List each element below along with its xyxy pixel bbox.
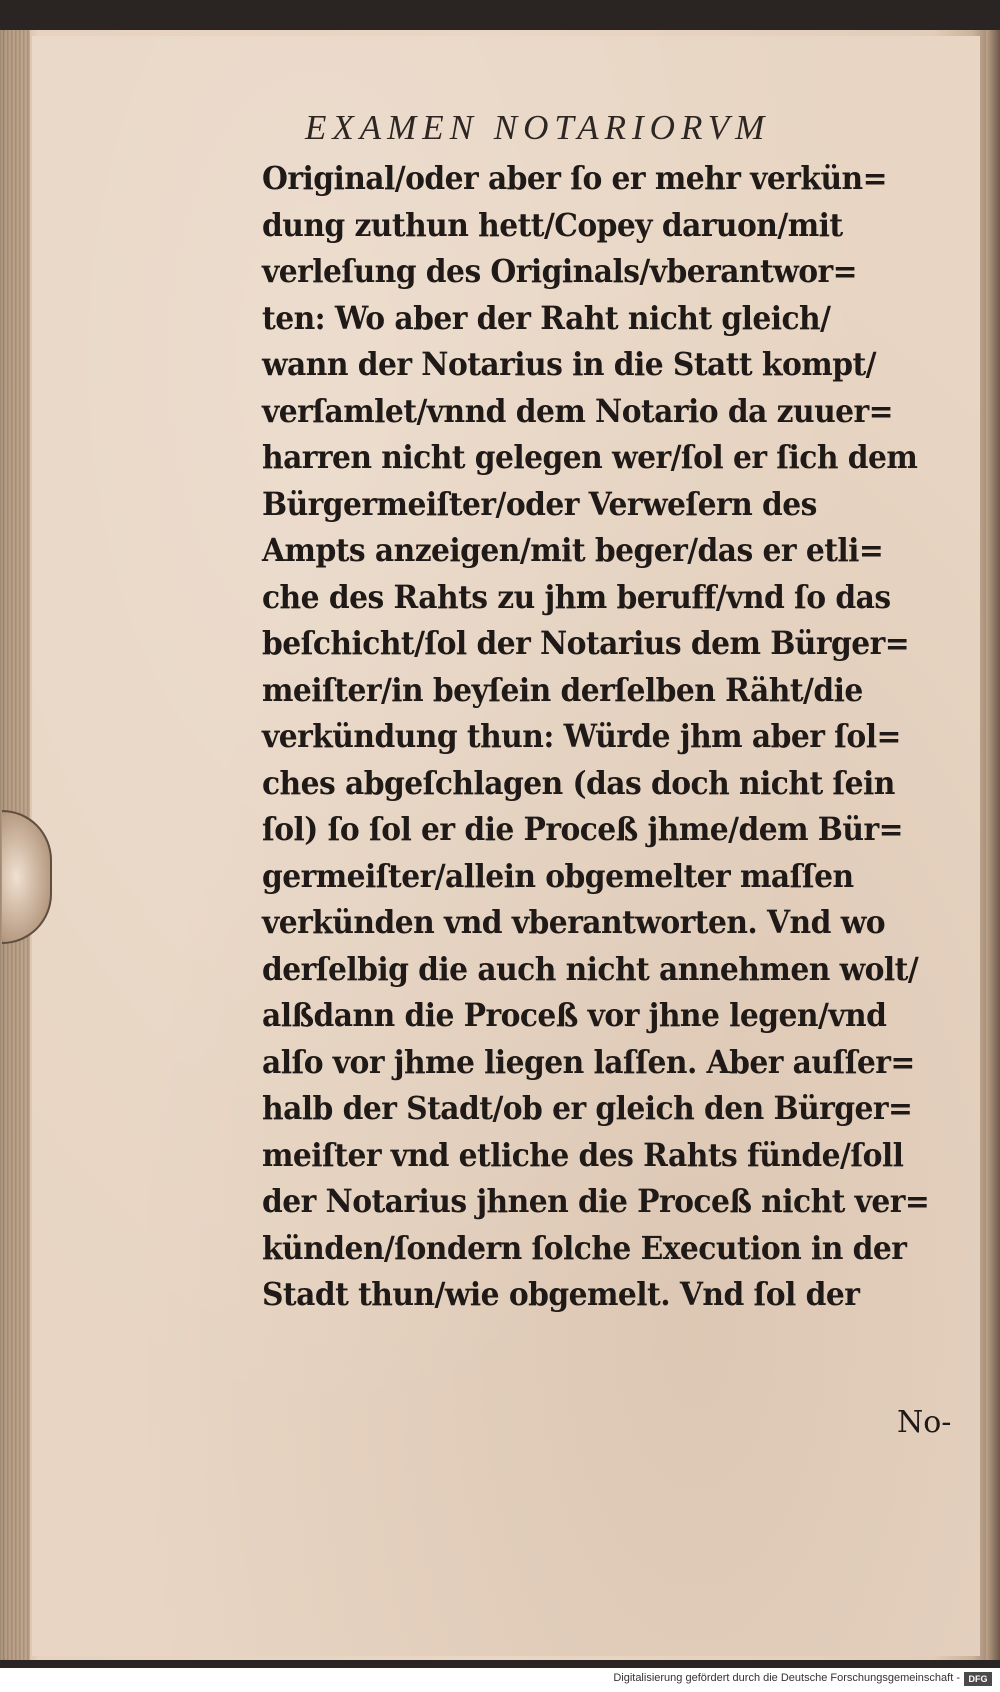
text-line: beſchicht/ſol der Notarius dem Bürger= bbox=[262, 624, 910, 662]
text-line: Bürgermeiſter/oder Verweſern des bbox=[262, 484, 817, 523]
text-line: künden/ſondern ſolche Execution in der bbox=[262, 1228, 907, 1267]
text-line: wann der Notarius in die Statt kompt/ bbox=[262, 345, 876, 383]
text-line: verkünden vnd vberantworten. Vnd wo bbox=[262, 903, 886, 941]
running-head: EXAMEN NOTARIORVM bbox=[305, 108, 771, 147]
text-line: der Notarius jhnen die Proceß nicht ver= bbox=[262, 1182, 930, 1220]
text-line: ches abgeſchlagen (das doch nicht ſein bbox=[262, 763, 895, 802]
text-line: Stadt thun/wie obgemelt. Vnd ſol der bbox=[262, 1275, 860, 1313]
text-line: verſamlet/vnnd dem Notario da zuuer= bbox=[262, 391, 894, 430]
text-line: dung zuthun hett/Copey daruon/mit bbox=[262, 205, 843, 244]
text-line: derſelbig die auch nicht annehmen wolt/ bbox=[262, 949, 919, 988]
text-line: harren nicht gelegen wer/ſol er ſich dem bbox=[262, 438, 918, 476]
text-line: meiſter/in beyſein derſelben Räht/die bbox=[262, 670, 863, 709]
text-line: germeiſter/allein obgemelter maſſen bbox=[262, 856, 854, 895]
text-line: verkündung thun: Würde jhm aber ſol= bbox=[262, 717, 901, 755]
dfg-logo-icon: DFG bbox=[964, 1672, 992, 1686]
text-line: Ampts anzeigen/mit beger/das er etli= bbox=[262, 531, 884, 569]
text-block bbox=[262, 155, 962, 1318]
catchword: No- bbox=[897, 1405, 952, 1440]
funding-credit: Digitalisierung gefördert durch die Deutsche Forschungsgemeinschaft - bbox=[613, 1672, 960, 1684]
text-line: verleſung des Originals/vberantwor= bbox=[262, 252, 858, 290]
page-edges-right bbox=[986, 30, 1000, 1660]
text-line: alſo vor jhme liegen laſſen. Aber auſſer= bbox=[262, 1042, 915, 1081]
text-line: che des Rahts zu jhm beruff/vnd ſo das bbox=[262, 577, 891, 616]
text-line: alßdann die Proceß vor jhne legen/vnd bbox=[262, 996, 887, 1034]
text-line: Original/oder aber ſo er mehr verkün= bbox=[262, 159, 888, 197]
text-line: meiſter vnd etliche des Rahts fünde/ſoll bbox=[262, 1135, 904, 1174]
text-line: ſol) ſo ſol er die Proceß jhme/dem Bür= bbox=[262, 810, 903, 848]
text-line: ten: Wo aber der Raht nicht gleich/ bbox=[262, 298, 831, 337]
text-line: halb der Stadt/ob er gleich den Bürger= bbox=[262, 1089, 913, 1127]
